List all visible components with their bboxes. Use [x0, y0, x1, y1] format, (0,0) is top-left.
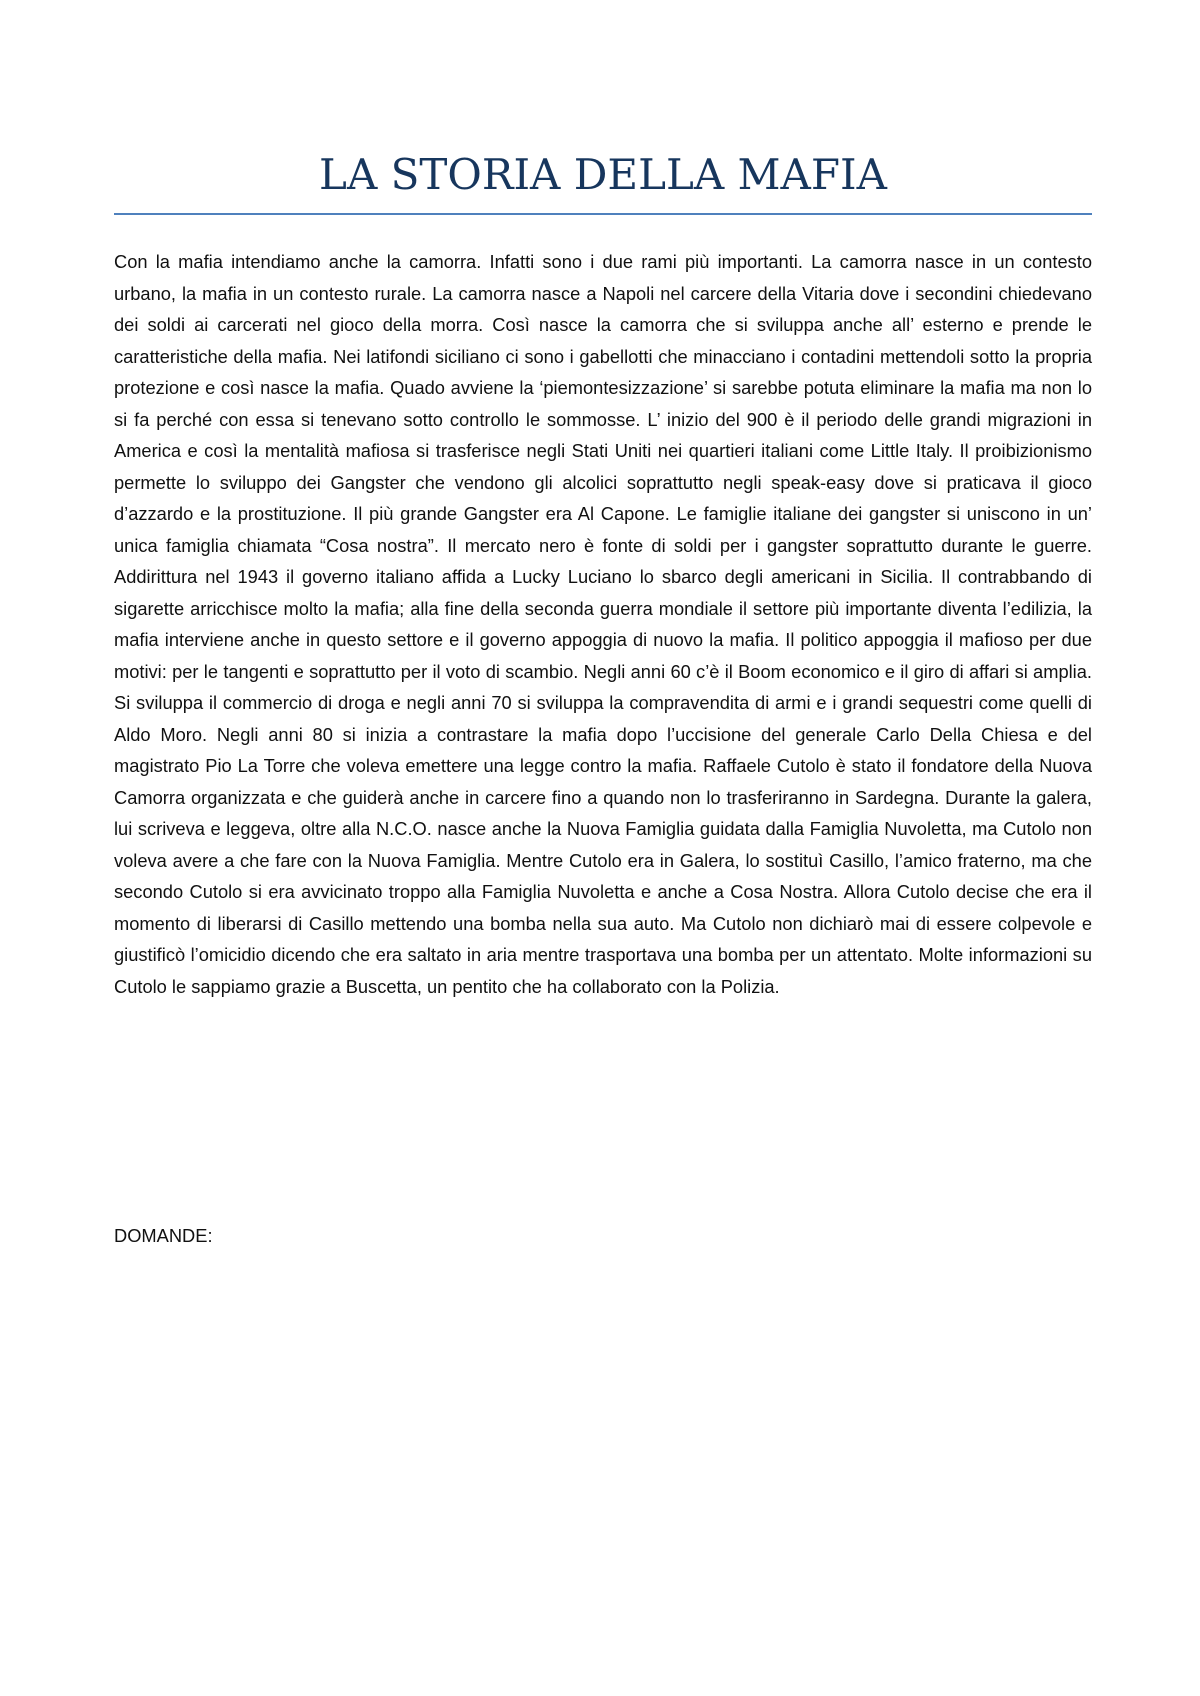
body-paragraph: Con la mafia intendiamo anche la camorra. Infatti sono i due rami più importanti. La camorra nasce in un contesto urbano, la mafia in un contesto rurale. La camorra nasce a Napoli nel carcere della Vitaria dove i secondini chiedevano dei soldi ai carcerati nel gioco della morra. Così nasce la camorra che si sviluppa anche all’ esterno e prende le caratteristiche della mafia. Nei latifondi siciliano ci sono i gabellotti che minacciano i contadini mettendoli sotto la propria protezione e così nasce la mafia. Quado avviene la ‘piemontesizzazione’ si sarebbe potuta eliminare la mafia ma non lo si fa perché con essa si tenevano sotto controllo le sommosse. L’ inizio del 900 è il periodo delle grandi migrazioni in America e così la mentalità mafiosa si trasferisce negli Stati Uniti nei quartieri italiani come Little Italy. Il proibizionismo permette lo sviluppo dei Gangster che vendono gli alcolici soprattutto negli speak-easy dove si praticava il gioco d’azzardo e la prostituzione. Il più grande Gangster era Al Capone. Le famiglie italiane dei gangster si uniscono in un’ unica famiglia chiamata “Cosa nostra”. Il mercato nero è fonte di soldi per i gangster soprattutto durante le guerre. Addirittura nel 1943 il governo italiano affida a Lucky Luciano lo sbarco degli americani in Sicilia. Il contrabbando di sigarette arricchisce molto la mafia; alla fine della seconda guerra mondiale il settore più importante diventa l’edilizia, la mafia interviene anche in questo settore e il governo appoggia di nuovo la mafia. Il politico appoggia il mafioso per due motivi: per le tangenti e soprattutto per il voto di scambio. Negli anni 60 c’è il Boom economico e il giro di affari si amplia. Si sviluppa il commercio di droga e negli anni 70 si sviluppa la compravendita di armi e i grandi sequestri come quelli di Aldo Moro. Negli anni 80 si inizia a contrastare la mafia dopo l’uccisione del generale Carlo Della Chiesa e del magistrato Pio La Torre che voleva emettere una legge contro la mafia. Raffaele Cutolo è stato il fondatore della Nuova Camorra organizzata e che guiderà anche in carcere fino a quando non lo trasferiranno in Sardegna. Durante la galera, lui scriveva e leggeva, oltre alla N.C.O. nasce anche la Nuova Famiglia guidata dalla Famiglia Nuvoletta, ma Cutolo non voleva avere a che fare con la Nuova Famiglia. Mentre Cutolo era in Galera, lo sostituì Casillo, l’amico fraterno, ma che secondo Cutolo si era avvicinato troppo alla Famiglia Nuvoletta e anche a Cosa Nostra. Allora Cutolo decise che era il momento di liberarsi di Casillo mettendo una bomba nella sua auto. Ma Cutolo non dichiarò mai di essere colpevole e giustificò l’omicidio dicendo che era saltato in aria mentre trasportava una bomba per un attentato. Molte informazioni su Cutolo le sappiamo grazie a Buscetta, un pentito che ha collaborato con la Polizia.: [114, 251, 1092, 997]
title-underline: [114, 213, 1092, 215]
page-title: LA STORIA DELLA MAFIA: [319, 150, 887, 199]
questions-label: DOMANDE:: [114, 1225, 213, 1246]
